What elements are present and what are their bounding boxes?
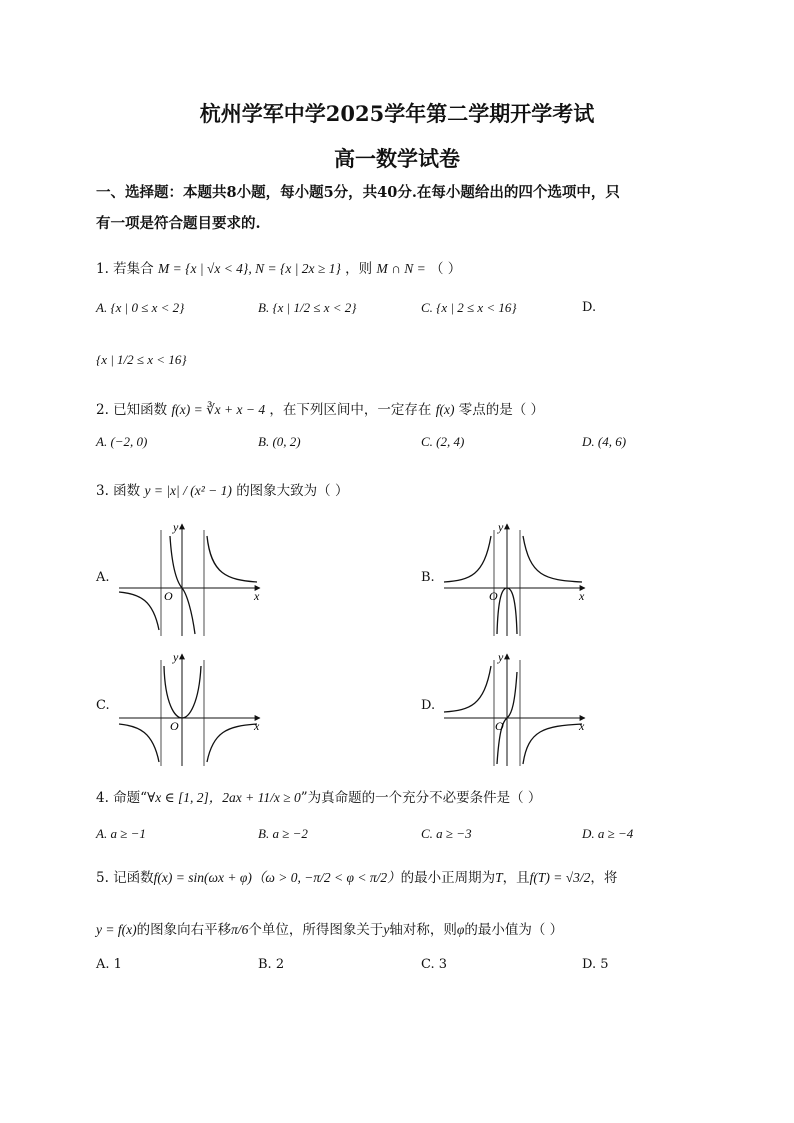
axis-label-x: x — [254, 589, 260, 603]
q2-option-b: B. (0, 2) — [258, 434, 301, 449]
axis-label-y: y — [498, 520, 504, 534]
q2-option-a: A. (−2, 0) — [96, 434, 148, 449]
axis-label-x: x — [579, 719, 585, 733]
page-subtitle: 高一数学试卷 — [334, 146, 460, 171]
curve — [207, 724, 257, 762]
q5-stem-text: 5. 记函数 — [96, 870, 154, 886]
q3-stem-text-b: 的图象大致为（ ） — [236, 483, 349, 499]
q5-stem-text-d: ，将 — [590, 870, 618, 886]
q5-option-d: D. 5 — [582, 957, 609, 972]
q1-option-b: B. {x | 1/2 ≤ x < 2} — [258, 300, 357, 315]
graph-c — [115, 648, 265, 768]
q5-stem-text-b: 的最小正周期为 — [400, 870, 496, 886]
q1-option-c: C. {x | 2 ≤ x < 16} — [421, 300, 517, 315]
q5-line2-math4: φ — [456, 922, 465, 937]
axis-label-x: x — [579, 589, 585, 603]
q5-line2-math: y = f(x) — [96, 922, 137, 937]
q5-option-c: C. 3 — [421, 957, 448, 972]
q4-option-a: A. a ≥ −1 — [96, 826, 146, 841]
origin-label: O — [489, 589, 498, 603]
q5-stem-math2: T — [495, 870, 503, 885]
q5-line2-text: 的图象向右平移 — [136, 922, 232, 938]
q4-option-c: C. a ≥ −3 — [421, 826, 472, 841]
curve — [444, 666, 491, 712]
curve — [119, 724, 159, 762]
q5-stem-text-c: ，且 — [502, 870, 530, 886]
question-4-stem — [96, 786, 541, 806]
q1-stem-text-c: （ ） — [429, 261, 462, 277]
question-1-stem — [96, 257, 461, 277]
question-3-stem — [96, 479, 348, 499]
q5-stem-math3: f(T) = √3/2 — [529, 870, 591, 885]
q4-stem-text-b: ”为真命题的一个充分不必要条件是（ ） — [300, 790, 542, 806]
q1-option-a: A. {x | 0 ≤ x < 2} — [96, 300, 185, 315]
q1-stem-math: M = {x | √x < 4}, N = {x | 2x ≥ 1} — [157, 261, 341, 276]
curve — [119, 592, 159, 630]
axis-label-y: y — [173, 520, 179, 534]
curve — [207, 536, 257, 582]
axis-label-y: y — [498, 650, 504, 664]
graph-a — [115, 518, 265, 638]
question-2-stem — [96, 398, 544, 418]
origin-label: O — [170, 719, 179, 733]
q4-stem-text: 4. 命题“ — [96, 790, 148, 806]
q4-stem-math: ∀x ∈ [1, 2]，2ax + 11/x ≥ 0 — [147, 790, 301, 805]
q3-option-a: A. — [96, 570, 110, 585]
curve — [444, 536, 491, 582]
graph-b — [440, 518, 590, 638]
q5-line2-math2: π/6 — [231, 922, 249, 937]
q5-line2-text-c: 轴对称，则 — [389, 922, 457, 938]
q2-stem-math: f(x) = ∛x + x − 4 — [171, 402, 266, 417]
q5-stem-math: f(x) = sin(ωx + φ)（ω > 0, −π/2 < φ < π/2） — [153, 870, 401, 885]
q4-option-d: D. a ≥ −4 — [582, 826, 634, 841]
q3-stem-math: y = |x| / (x² − 1) — [144, 483, 232, 498]
q5-line2-text-b: 个单位，所得图象关于 — [248, 922, 384, 938]
q2-stem-text: 2. 已知函数 — [96, 402, 168, 418]
graph-d — [440, 648, 590, 768]
q3-option-c: C. — [96, 698, 110, 713]
q3-option-d: D. — [421, 698, 436, 713]
q2-stem-text-b: ，在下列区间中，一定存在 — [269, 402, 432, 418]
q2-stem-math2: f(x) — [435, 402, 455, 417]
q1-option-d: D. — [582, 300, 597, 315]
q1-stem-text: 1. 若集合 — [96, 261, 154, 277]
section-header-line1: 一、选择题：本题共8小题，每小题5分，共40分.在每小题给出的四个选项中，只 — [96, 184, 620, 201]
q1-stem-math2: M ∩ N = — [376, 261, 426, 276]
origin-label: O — [164, 589, 173, 603]
q3-stem-text: 3. 函数 — [96, 483, 141, 499]
q5-option-a: A. 1 — [96, 957, 122, 972]
q3-option-b: B. — [421, 570, 435, 585]
axis-label-x: x — [254, 719, 260, 733]
origin-label: O — [495, 719, 504, 733]
section-header-line2: 有一项是符合题目要求的. — [96, 215, 261, 232]
curve — [523, 536, 582, 582]
q5-option-b: B. 2 — [258, 957, 285, 972]
q5-line2-text-d: 的最小值为（ ） — [464, 922, 564, 938]
page-title: 杭州学军中学2025学年第二学期开学考试 — [199, 101, 595, 126]
q5-line2-math3: y — [383, 922, 390, 937]
q2-option-c: C. (2, 4) — [421, 434, 465, 449]
question-5-stem — [96, 866, 617, 886]
q2-stem-text-c: 零点的是（ ） — [458, 402, 545, 418]
question-5-stem-line2 — [96, 918, 563, 938]
q1-stem-text-b: ，则 — [345, 261, 373, 277]
curve — [523, 724, 582, 764]
q2-option-d: D. (4, 6) — [582, 434, 627, 449]
q1-option-d-content: {x | 1/2 ≤ x < 16} — [96, 352, 187, 367]
q4-option-b: B. a ≥ −2 — [258, 826, 308, 841]
axis-label-y: y — [173, 650, 179, 664]
